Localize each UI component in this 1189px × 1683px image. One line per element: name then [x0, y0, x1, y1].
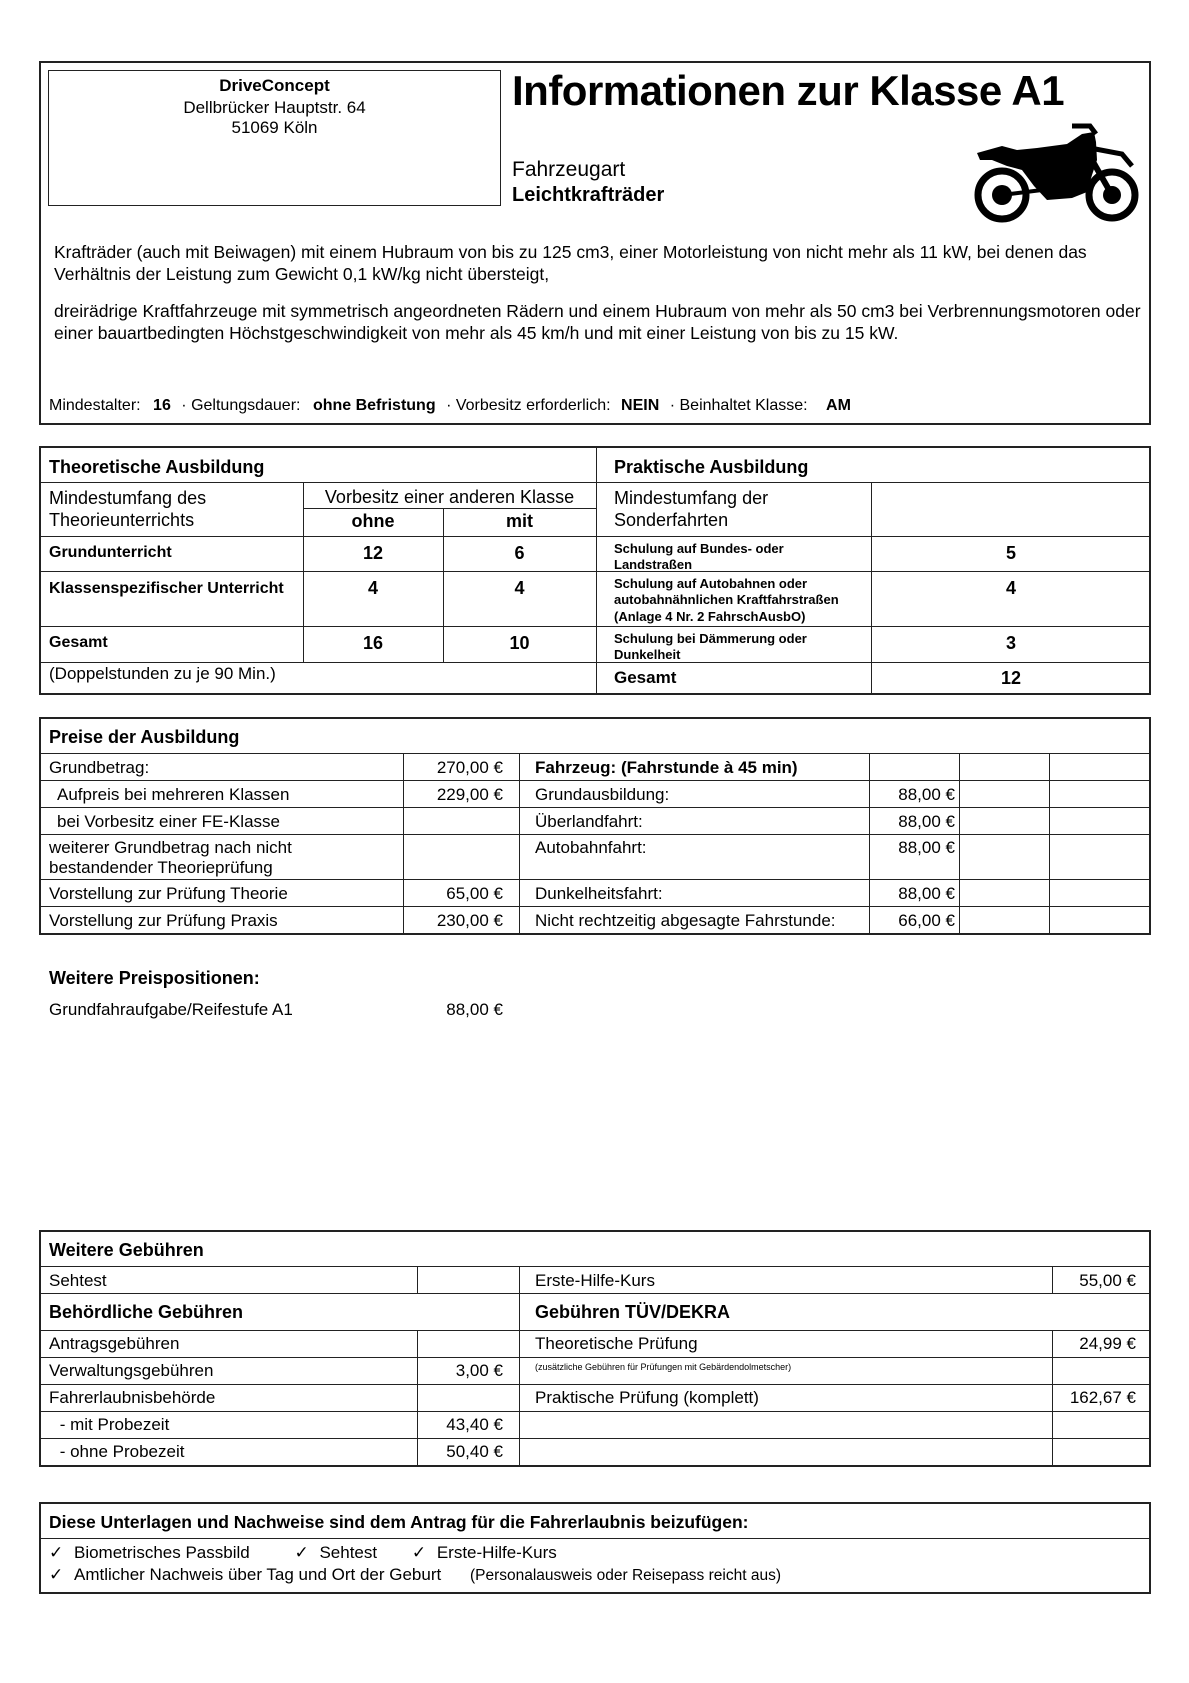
additional-price-value: 88,00 €: [446, 1000, 503, 1019]
practice-total-value: 12: [1000, 668, 1022, 688]
first-aid-label: Erste-Hilfe-Kurs: [535, 1271, 655, 1290]
price-value: 230,00 €: [436, 911, 503, 930]
document-item: Biometrisches Passbild: [73, 1543, 250, 1562]
lesson-value: 88,00 €: [898, 884, 955, 903]
authority-fee-label: Verwaltungsgebühren: [49, 1361, 214, 1380]
first-aid-value: 55,00 €: [1079, 1271, 1136, 1290]
theory-row-label: Grundunterricht: [49, 544, 172, 561]
tuev-fee-label: Praktische Prüfung (komplett): [535, 1388, 759, 1407]
fees-title: Weitere Gebühren: [49, 1240, 204, 1260]
tuev-fee-value: 24,99 €: [1079, 1334, 1136, 1353]
prior-license-label: · Vorbesitz erforderlich:: [446, 397, 611, 414]
check-icon: ✓: [294, 1543, 309, 1562]
motorcycle-icon: [972, 120, 1144, 225]
price-label: Vorstellung zur Prüfung Praxis: [49, 911, 278, 930]
authority-fees-title: Behördliche Gebühren: [49, 1302, 244, 1322]
theory-note: (Doppelstunden zu je 90 Min.): [49, 664, 276, 683]
documents-line-2: [49, 1564, 781, 1587]
theory-row-without: 12: [362, 543, 384, 563]
validity-value: ohne Befristung: [312, 397, 436, 414]
price-label: weiterer Grundbetrag nach nicht bestandender Theorieprüfung: [49, 838, 292, 877]
column-without: ohne: [351, 511, 395, 531]
column-with: mit: [506, 511, 533, 531]
prices-title: Preise der Ausbildung: [49, 727, 240, 747]
min-age-value: 16: [153, 397, 171, 414]
description-paragraph-2: dreirädrige Kraftfahrzeuge mit symmetrisch angeordneten Rädern und einem Hubraum von mehr als 50 cm3 bei Verbrennungsmotoren oder einer bauartbedingten Höchstgeschwindigkeit von mehr als 45 km/h und mit einer Leistung von bis zu 15 kW.: [54, 301, 1141, 343]
authority-fee-label: - ohne Probezeit: [55, 1442, 185, 1461]
vehicle-type-label: Fahrzeugart: [512, 158, 626, 181]
documents-line-1: [49, 1542, 781, 1564]
practice-row-label: Schulung auf Autobahnen oder autobahnähnlichen Kraftfahrstraßen (Anlage 4 Nr. 2 FahrschAusbO): [614, 576, 839, 624]
authority-fee-label: - mit Probezeit: [55, 1415, 170, 1434]
practice-row-value: 5: [1005, 543, 1016, 563]
lesson-value: 88,00 €: [898, 812, 955, 831]
document-item: Sehtest: [319, 1543, 378, 1562]
eye-test-label: Sehtest: [49, 1271, 107, 1290]
practice-total-label: Gesamt: [614, 668, 677, 687]
description-paragraph-1: Krafträder (auch mit Beiwagen) mit einem Hubraum von bis zu 125 cm3, einer Motorleistung von nicht mehr als 11 kW, bei denen das Verhältnis der Leistung zum Gewicht 0,1 kW/kg nicht übersteigt,: [54, 242, 1087, 284]
authority-fee-value: 3,00 €: [455, 1361, 503, 1380]
lesson-label: Überlandfahrt:: [535, 812, 643, 831]
vehicle-type-value: Leichtkrafträder: [512, 184, 665, 206]
document-note: (Personalausweis oder Reisepass reicht aus): [469, 1567, 781, 1584]
practice-row-value: 4: [1005, 578, 1016, 598]
theory-row-with: 10: [509, 633, 530, 653]
price-label: Aufpreis bei mehreren Klassen: [57, 785, 290, 804]
includes-class-label: · Beinhaltet Klasse:: [669, 397, 808, 414]
lesson-value: 88,00 €: [898, 838, 955, 857]
theory-scope-label: Mindestumfang des Theorieunterrichts: [49, 488, 207, 530]
includes-class-value: AM: [826, 397, 851, 414]
lesson-value: 88,00 €: [898, 785, 955, 804]
lesson-value: 66,00 €: [898, 911, 955, 930]
authority-fee-value: 43,40 €: [446, 1415, 503, 1434]
page-title: Informationen zur Klasse A1: [512, 67, 1065, 114]
price-label: Grundbetrag:: [49, 758, 150, 777]
tuev-fee-value: 162,67 €: [1069, 1388, 1136, 1407]
theory-row-label: Klassenspezifischer Unterricht: [49, 580, 284, 597]
tuev-fee-label: Theoretische Prüfung: [535, 1334, 698, 1353]
school-city: 51069 Köln: [231, 118, 318, 137]
vehicle-lesson-header: Fahrzeug: (Fahrstunde à 45 min): [535, 758, 798, 777]
theory-row-with: 6: [514, 543, 525, 563]
authority-fee-value: 50,40 €: [446, 1442, 503, 1461]
check-icon: ✓: [49, 1565, 64, 1584]
lesson-label: Nicht rechtzeitig abgesagte Fahrstunde:: [535, 911, 836, 930]
theory-row-without: 16: [362, 633, 384, 653]
price-value: 270,00 €: [436, 758, 503, 777]
theory-row-label: Gesamt: [49, 634, 108, 651]
documents-list: [49, 1542, 781, 1587]
theory-title: Theoretische Ausbildung: [49, 457, 265, 477]
tuev-fee-note: (zusätzliche Gebühren für Prüfungen mit Gebärdendolmetscher): [535, 1362, 792, 1372]
price-label: bei Vorbesitz einer FE-Klasse: [57, 812, 280, 831]
document-item: Erste-Hilfe-Kurs: [436, 1543, 557, 1562]
school-street: Dellbrücker Hauptstr. 64: [183, 98, 366, 117]
price-label: Vorstellung zur Prüfung Theorie: [49, 884, 288, 903]
documents-title: Diese Unterlagen und Nachweise sind dem Antrag für die Fahrerlaubnis beizufügen:: [49, 1512, 749, 1532]
authority-fee-label: Fahrerlaubnisbehörde: [49, 1388, 216, 1407]
price-value: 229,00 €: [436, 785, 503, 804]
check-icon: ✓: [49, 1543, 64, 1562]
prior-class-header: Vorbesitz einer anderen Klasse: [324, 487, 575, 507]
additional-prices-title: Weitere Preispositionen:: [49, 968, 260, 988]
practice-row-value: 3: [1005, 633, 1016, 653]
prior-license-value: NEIN: [621, 397, 660, 414]
authority-fee-label: Antragsgebühren: [49, 1334, 180, 1353]
document-item: Amtlicher Nachweis über Tag und Ort der Geburt: [73, 1565, 442, 1584]
practice-row-label: Schulung bei Dämmerung oder Dunkelheit: [614, 631, 807, 663]
school-name: DriveConcept: [219, 76, 330, 95]
check-icon: ✓: [411, 1543, 427, 1562]
additional-price-label: Grundfahraufgabe/Reifestufe A1: [49, 1000, 293, 1019]
theory-row-with: 4: [514, 578, 525, 598]
validity-label: · Geltungsdauer:: [181, 397, 301, 414]
lesson-label: Dunkelheitsfahrt:: [535, 884, 663, 903]
lesson-label: Grundausbildung:: [535, 785, 670, 804]
lesson-label: Autobahnfahrt:: [535, 838, 647, 857]
class-facts: [49, 397, 851, 415]
theory-row-without: 4: [367, 578, 378, 598]
practice-scope-label: Mindestumfang der Sonderfahrten: [614, 488, 769, 530]
min-age-label: Mindestalter:: [49, 397, 141, 414]
practice-row-label: Schulung auf Bundes- oder Landstraßen: [614, 541, 784, 573]
tuev-fees-title: Gebühren TÜV/DEKRA: [535, 1302, 731, 1322]
practice-title: Praktische Ausbildung: [614, 457, 809, 477]
price-value: 65,00 €: [446, 884, 503, 903]
